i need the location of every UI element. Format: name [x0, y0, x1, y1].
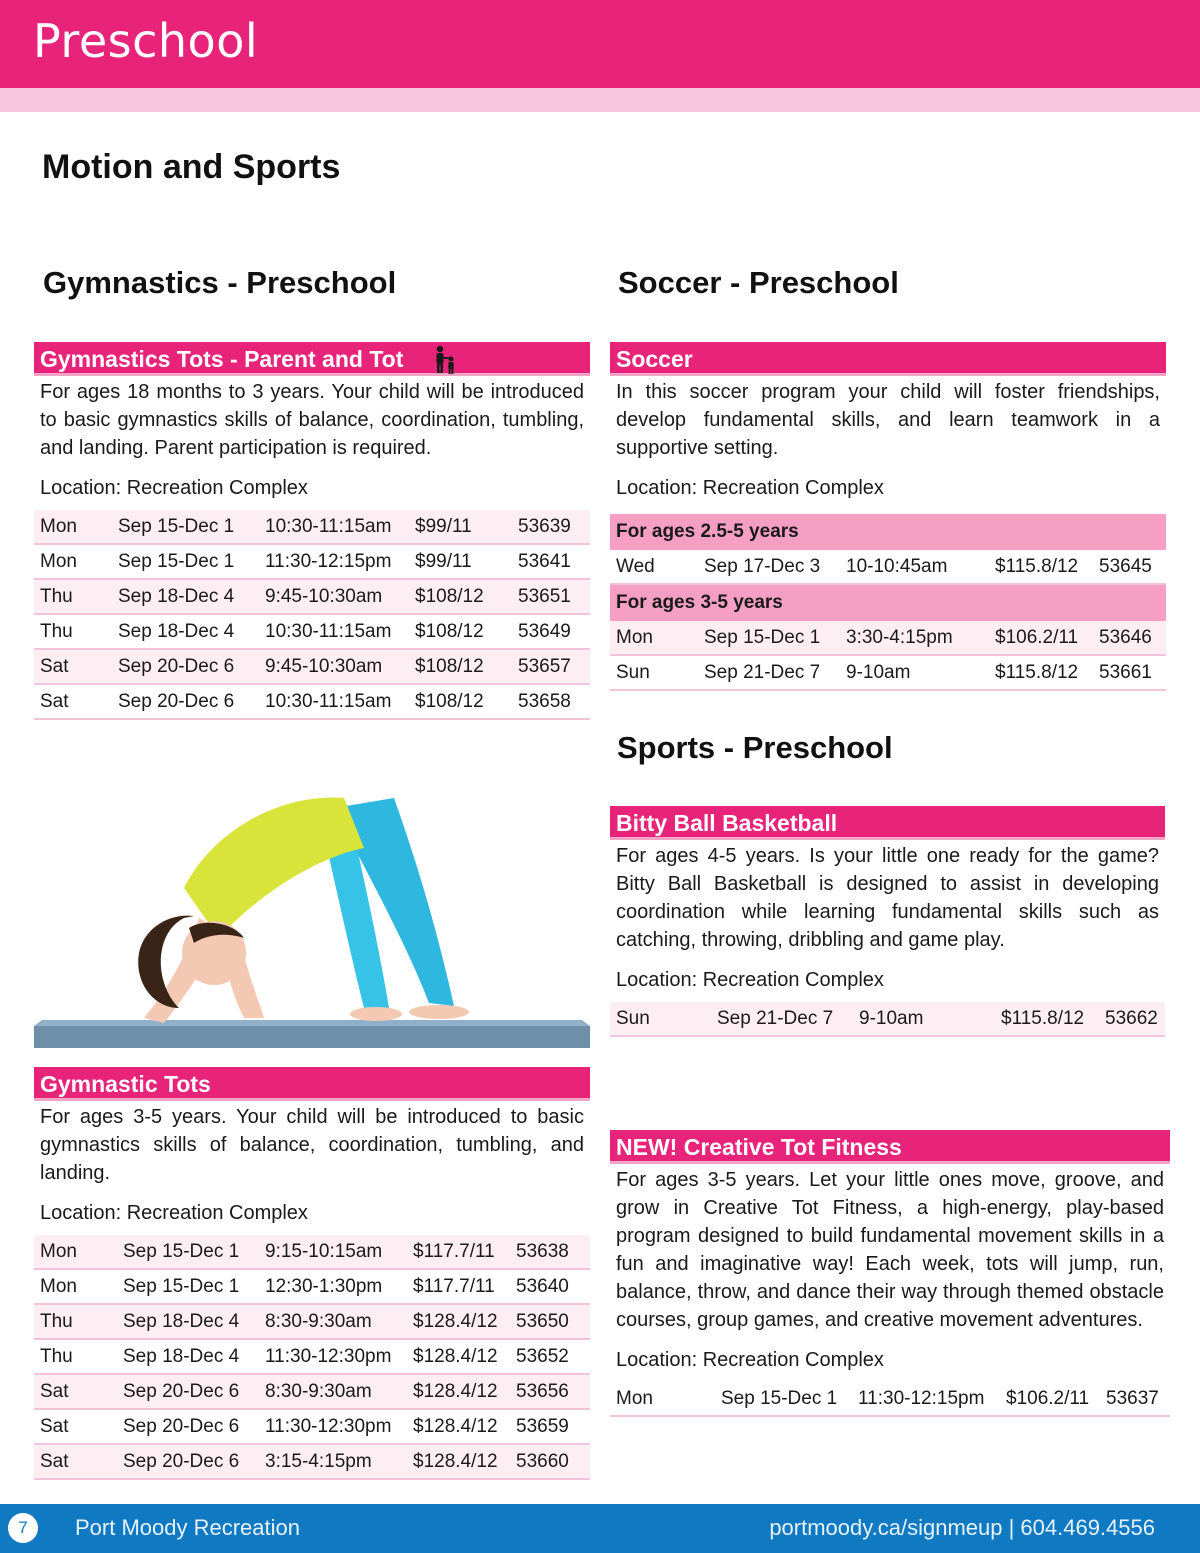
age-group-header: For ages 2.5-5 years [610, 514, 1166, 550]
date-range-cell: Sep 15-Dec 1 [117, 1269, 259, 1304]
program-title-bar [34, 1067, 590, 1101]
time-cell: 10:30-11:15am [259, 614, 409, 649]
gymnastics-tots-parent-block [34, 342, 590, 720]
time-cell: 12:30-1:30pm [259, 1269, 407, 1304]
schedule-row [34, 649, 590, 684]
course-code-cell: 53639 [512, 510, 590, 544]
schedule-row [34, 614, 590, 649]
program-location: Location: Recreation Complex [616, 477, 884, 499]
program-location: Location: Recreation Complex [616, 1349, 884, 1371]
date-range-cell: Sep 21-Dec 7 [698, 655, 840, 690]
schedule-row [34, 544, 590, 579]
date-range-cell: Sep 18-Dec 4 [117, 1339, 259, 1374]
fee-cell: $108/12 [409, 684, 512, 719]
course-code-cell: 53662 [1099, 1002, 1165, 1036]
course-code-cell: 53645 [1093, 550, 1166, 584]
date-range-cell: Sep 15-Dec 1 [112, 544, 259, 579]
date-range-cell: Sep 17-Dec 3 [698, 550, 840, 584]
fee-cell: $115.8/12 [989, 655, 1093, 690]
day-cell: Mon [34, 544, 112, 579]
date-range-cell: Sep 18-Dec 4 [117, 1304, 259, 1339]
day-cell: Mon [34, 1269, 117, 1304]
date-range-cell: Sep 15-Dec 1 [117, 1235, 259, 1269]
time-cell: 8:30-9:30am [259, 1374, 407, 1409]
time-cell: 9-10am [840, 655, 989, 690]
page-category-title: Preschool [33, 14, 259, 68]
day-cell: Sat [34, 1409, 117, 1444]
fee-cell: $108/12 [409, 614, 512, 649]
date-range-cell: Sep 20-Dec 6 [112, 684, 259, 719]
day-cell: Sun [610, 655, 698, 690]
day-cell: Mon [610, 1382, 715, 1416]
fee-cell: $108/12 [409, 579, 512, 614]
gymnastics-heading: Gymnastics - Preschool [43, 265, 397, 300]
schedule-row [610, 621, 1166, 655]
program-title: Soccer [616, 346, 693, 372]
schedule-row [610, 655, 1166, 690]
schedule-row [34, 1409, 590, 1444]
fee-cell: $115.8/12 [995, 1002, 1099, 1036]
time-cell: 9-10am [853, 1002, 995, 1036]
time-cell: 11:30-12:15pm [259, 544, 409, 579]
course-code-cell: 53641 [512, 544, 590, 579]
day-cell: Sat [34, 684, 112, 719]
fee-cell: $99/11 [409, 544, 512, 579]
fee-cell: $108/12 [409, 649, 512, 684]
schedule-row [34, 510, 590, 544]
program-description: For ages 3-5 years. Your child will be introduced to basic gymnastics skills of balance, coordination, tumbling, and landing. [40, 1106, 584, 1184]
schedule-row [610, 550, 1166, 584]
date-range-cell: Sep 15-Dec 1 [698, 621, 840, 655]
course-code-cell: 53652 [510, 1339, 590, 1374]
header-bar [0, 0, 1200, 88]
date-range-cell: Sep 15-Dec 1 [112, 510, 259, 544]
organization-name: Port Moody Recreation [75, 1515, 300, 1540]
day-cell: Thu [34, 579, 112, 614]
child-yoga-photo [34, 768, 590, 1052]
course-code-cell: 53650 [510, 1304, 590, 1339]
day-cell: Sat [34, 1444, 117, 1479]
schedule-row [610, 1002, 1165, 1036]
course-code-cell: 53656 [510, 1374, 590, 1409]
age-group-header: For ages 3-5 years [610, 585, 1166, 621]
day-cell: Sat [34, 649, 112, 684]
time-cell: 11:30-12:15pm [852, 1382, 1000, 1416]
schedule-table [610, 621, 1166, 691]
fee-cell: $115.8/12 [989, 550, 1093, 584]
time-cell: 9:45-10:30am [259, 579, 409, 614]
schedule-row [610, 1382, 1170, 1416]
fee-cell: $106.2/11 [989, 621, 1093, 655]
schedule-table [34, 510, 590, 720]
program-description: For ages 18 months to 3 years. Your child will be introduced to basic gymnastics skills of balance, coordination, tumbling, and landing. Parent participation is required. [40, 381, 584, 459]
time-cell: 10-10:45am [840, 550, 989, 584]
fee-cell: $128.4/12 [407, 1409, 510, 1444]
fee-cell: $128.4/12 [407, 1339, 510, 1374]
creative-tot-fitness-block [610, 1130, 1170, 1417]
schedule-row [34, 1304, 590, 1339]
program-title-bar [610, 1130, 1170, 1164]
time-cell: 3:15-4:15pm [259, 1444, 407, 1479]
day-cell: Thu [34, 1304, 117, 1339]
fee-cell: $106.2/11 [1000, 1382, 1100, 1416]
schedule-table [610, 1002, 1165, 1037]
day-cell: Mon [610, 621, 698, 655]
contact-info[interactable]: portmoody.ca/signmeup | 604.469.4556 [769, 1515, 1155, 1540]
date-range-cell: Sep 20-Dec 6 [117, 1409, 259, 1444]
course-code-cell: 53657 [512, 649, 590, 684]
day-cell: Wed [610, 550, 698, 584]
time-cell: 11:30-12:30pm [259, 1339, 407, 1374]
fee-cell: $117.7/11 [407, 1235, 510, 1269]
course-code-cell: 53637 [1100, 1382, 1170, 1416]
program-title-bar [610, 342, 1166, 376]
fee-cell: $99/11 [409, 510, 512, 544]
program-location: Location: Recreation Complex [616, 969, 884, 991]
course-code-cell: 53646 [1093, 621, 1166, 655]
bitty-ball-block [610, 806, 1165, 1037]
schedule-row [34, 1235, 590, 1269]
course-code-cell: 53661 [1093, 655, 1166, 690]
course-code-cell: 53659 [510, 1409, 590, 1444]
soccer-heading: Soccer - Preschool [618, 265, 899, 300]
schedule-row [34, 1374, 590, 1409]
program-location: Location: Recreation Complex [40, 1202, 308, 1224]
day-cell: Mon [34, 510, 112, 544]
program-description: For ages 3-5 years. Let your little ones move, groove, and grow in Creative Tot Fitness, a high-energy, play-based program designed to build fundamental movement skills in a fun and imaginative way! Each week, tots will jump, run, balance, throw, and dance their way through themed obstacle courses, group games, and creative movement adventures. [616, 1169, 1164, 1331]
date-range-cell: Sep 20-Dec 6 [117, 1374, 259, 1409]
time-cell: 8:30-9:30am [259, 1304, 407, 1339]
gymnastic-tots-block [34, 1067, 590, 1480]
program-title: Gymnastics Tots - Parent and Tot [40, 346, 404, 372]
day-cell: Thu [34, 1339, 117, 1374]
program-title-bar [610, 806, 1165, 840]
page-number: 7 [8, 1513, 38, 1543]
day-cell: Sat [34, 1374, 117, 1409]
fee-cell: $117.7/11 [407, 1269, 510, 1304]
program-title: Bitty Ball Basketball [616, 810, 838, 836]
program-location: Location: Recreation Complex [40, 477, 308, 499]
date-range-cell: Sep 20-Dec 6 [112, 649, 259, 684]
date-range-cell: Sep 21-Dec 7 [711, 1002, 853, 1036]
course-code-cell: 53658 [512, 684, 590, 719]
schedule-row [34, 579, 590, 614]
schedule-row [34, 684, 590, 719]
schedule-table [610, 550, 1166, 585]
program-title: Gymnastic Tots [40, 1071, 211, 1097]
course-code-cell: 53660 [510, 1444, 590, 1479]
header-accent-bar [0, 88, 1200, 112]
section-title: Motion and Sports [42, 148, 341, 186]
footer-bar [0, 1504, 1200, 1553]
program-description: In this soccer program your child will foster friendships, develop fundamental skills, and learn teamwork in a supportive setting. [616, 381, 1160, 459]
course-code-cell: 53649 [512, 614, 590, 649]
schedule-row [34, 1269, 590, 1304]
soccer-block [610, 342, 1166, 691]
schedule-table [610, 1382, 1170, 1417]
time-cell: 3:30-4:15pm [840, 621, 989, 655]
time-cell: 9:15-10:15am [259, 1235, 407, 1269]
date-range-cell: Sep 18-Dec 4 [112, 614, 259, 649]
fee-cell: $128.4/12 [407, 1374, 510, 1409]
course-code-cell: 53640 [510, 1269, 590, 1304]
time-cell: 10:30-11:15am [259, 684, 409, 719]
program-description: For ages 4-5 years. Is your little one ready for the game? Bitty Ball Basketball is designed to assist in developing coordination while learning fundamental skills such as catching, throwing, dribbling and game play. [616, 845, 1159, 951]
time-cell: 11:30-12:30pm [259, 1409, 407, 1444]
program-title: NEW! Creative Tot Fitness [616, 1134, 902, 1160]
fee-cell: $128.4/12 [407, 1444, 510, 1479]
time-cell: 10:30-11:15am [259, 510, 409, 544]
program-title-bar [34, 342, 590, 376]
date-range-cell: Sep 20-Dec 6 [117, 1444, 259, 1479]
date-range-cell: Sep 15-Dec 1 [715, 1382, 852, 1416]
date-range-cell: Sep 18-Dec 4 [112, 579, 259, 614]
schedule-row [34, 1339, 590, 1374]
schedule-table [34, 1235, 590, 1480]
schedule-row [34, 1444, 590, 1479]
day-cell: Sun [610, 1002, 711, 1036]
sports-heading: Sports - Preschool [617, 730, 893, 765]
fee-cell: $128.4/12 [407, 1304, 510, 1339]
course-code-cell: 53651 [512, 579, 590, 614]
time-cell: 9:45-10:30am [259, 649, 409, 684]
day-cell: Mon [34, 1235, 117, 1269]
day-cell: Thu [34, 614, 112, 649]
course-code-cell: 53638 [510, 1235, 590, 1269]
parent-child-icon [432, 345, 458, 375]
